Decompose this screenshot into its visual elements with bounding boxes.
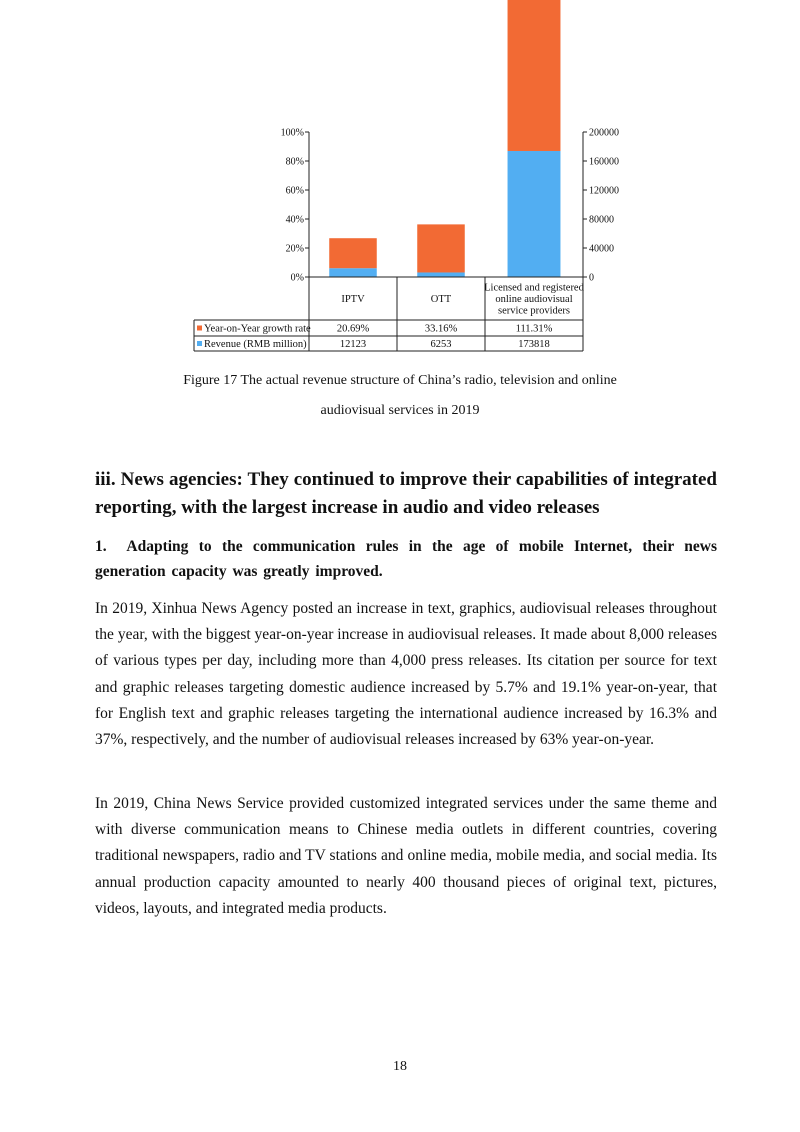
category-label: Licensed and registered bbox=[484, 282, 584, 294]
data-value: 20.69% bbox=[336, 323, 370, 335]
bar-revenue bbox=[508, 151, 561, 277]
revenue-structure-chart bbox=[0, 0, 800, 360]
left-tick-label: 40% bbox=[285, 214, 304, 226]
paragraph-china-news-service: In 2019, China News Service provided customized integrated services under the same theme and with diverse communication means to Chinese media outlets in different countries, covering traditional newspapers, radio and TV stations and online media, mobile media, and social media. Its annual production capacity amounted to nearly 400 thousand pieces of original text, pictures, videos, layouts, and integrated media products. bbox=[95, 795, 717, 917]
left-tick-label: 20% bbox=[285, 243, 304, 255]
page-number: 18 bbox=[393, 1059, 407, 1074]
category-label: IPTV bbox=[341, 294, 365, 305]
series-label: Revenue (RMB million) bbox=[204, 339, 307, 350]
right-tick-label: 0 bbox=[589, 272, 594, 284]
left-tick-label: 80% bbox=[285, 156, 304, 168]
category-label: service providers bbox=[497, 305, 571, 317]
figure-caption: Figure 17 The actual revenue structure of China’s radio, television and online bbox=[183, 373, 617, 388]
legend-swatch bbox=[197, 341, 202, 346]
chart-figure bbox=[0, 0, 800, 360]
right-tick-label: 160000 bbox=[589, 156, 619, 168]
right-tick-label: 200000 bbox=[589, 127, 619, 139]
right-tick-label: 40000 bbox=[589, 243, 614, 255]
section-heading: iii. News agencies: They continued to improve their capabilities of integrated reporting, with the largest increase in audio and video releases bbox=[95, 469, 717, 518]
left-tick-label: 100% bbox=[280, 127, 304, 139]
series-label: Year-on-Year growth rate bbox=[204, 323, 311, 335]
bar-revenue bbox=[417, 272, 465, 277]
paragraph-xinhua: In 2019, Xinhua News Agency posted an increase in text, graphics, audiovisual releases throughout the year, with the biggest year-on-year increase in audiovisual releases. It made about 8,000 releases of various types per day, including more than 4,000 press releases. Its citation per source for text and graphic releases targeting domestic audience increased by 5.7% and 19.1% year-on-year, that for English text and graphic releases targeting the international audience increased by 16.3% and 37%, respectively, and the number of audiovisual releases increased by 63% year-on-year. bbox=[95, 600, 717, 749]
subsection-heading: 1. Adapting to the communication rules in the age of mobile Internet, their news generation capacity was greatly improved. bbox=[95, 538, 717, 580]
left-tick-label: 0% bbox=[290, 272, 304, 284]
bar-growth-rate bbox=[417, 224, 465, 272]
bar-growth-rate bbox=[329, 238, 377, 268]
legend-swatch bbox=[197, 326, 202, 331]
category-label: OTT bbox=[430, 294, 452, 305]
data-value: 111.31% bbox=[515, 323, 553, 335]
right-tick-label: 80000 bbox=[589, 214, 614, 226]
bar-revenue bbox=[329, 268, 377, 277]
right-tick-label: 120000 bbox=[589, 185, 619, 197]
left-tick-label: 60% bbox=[285, 185, 304, 197]
data-value: 6253 bbox=[430, 339, 452, 350]
figure-caption-continued: audiovisual services in 2019 bbox=[320, 403, 480, 418]
category-label: online audiovisual bbox=[495, 294, 573, 305]
bar-growth-rate bbox=[508, 0, 561, 151]
data-value: 33.16% bbox=[424, 323, 458, 335]
data-value: 173818 bbox=[518, 339, 550, 350]
data-value: 12123 bbox=[339, 339, 367, 350]
